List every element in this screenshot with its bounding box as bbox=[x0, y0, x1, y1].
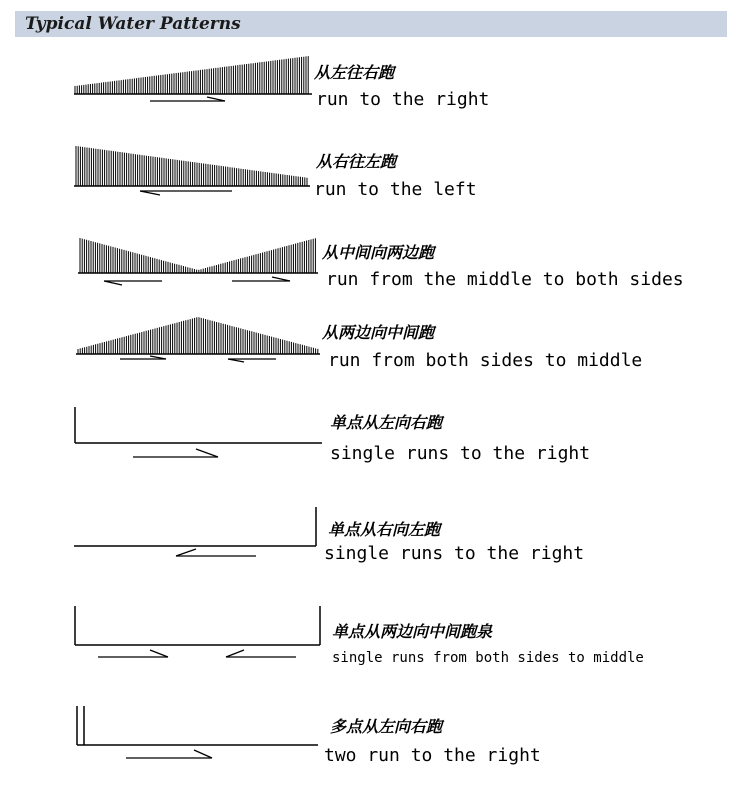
jet-bars-v-shape bbox=[80, 238, 315, 273]
pattern-single-sides-to-middle bbox=[75, 606, 644, 666]
pattern-label-cn: 单点从左向右跑 bbox=[330, 413, 443, 432]
arrow-left-icon bbox=[226, 650, 296, 657]
pattern-single-left bbox=[74, 507, 584, 564]
pattern-single-right bbox=[75, 407, 590, 464]
arrow-right-icon bbox=[150, 97, 225, 101]
jet-bars-rising bbox=[75, 56, 308, 94]
pattern-label-cn: 从左往右跑 bbox=[314, 63, 395, 82]
arrow-left-icon bbox=[228, 359, 276, 362]
pattern-label-cn: 单点从右向左跑 bbox=[328, 520, 441, 539]
pattern-label-en: single runs from both sides to middle bbox=[332, 650, 644, 666]
pattern-label-cn: 单点从两边向中间跑泉 bbox=[332, 622, 493, 641]
pattern-label-cn: 从两边向中间跑 bbox=[322, 323, 435, 342]
arrow-left-icon bbox=[104, 281, 162, 285]
page-title: Typical Water Patterns bbox=[25, 14, 241, 34]
pattern-label-en: single runs to the right bbox=[330, 443, 591, 464]
pattern-label-en: run to the left bbox=[314, 179, 477, 200]
pattern-middle-to-sides bbox=[78, 238, 684, 290]
pattern-run-left bbox=[74, 146, 477, 200]
pattern-label-en: run to the right bbox=[316, 89, 490, 110]
arrow-right-icon bbox=[126, 750, 212, 758]
arrow-left-icon bbox=[176, 549, 256, 556]
pattern-label-cn: 从右往左跑 bbox=[316, 152, 397, 171]
pattern-label-en: single runs to the right bbox=[324, 543, 585, 564]
jet-bars-peak bbox=[78, 317, 318, 354]
pattern-label-cn: 从中间向两边跑 bbox=[322, 243, 435, 262]
pattern-label-en: two run to the right bbox=[324, 745, 541, 766]
arrow-right-icon bbox=[232, 277, 290, 281]
arrow-left-icon bbox=[140, 191, 232, 195]
arrow-right-icon bbox=[133, 449, 218, 457]
arrow-right-icon bbox=[120, 356, 166, 359]
arrow-right-icon bbox=[98, 650, 168, 657]
pattern-label-en: run from both sides to middle bbox=[328, 350, 643, 371]
jet-bars-falling bbox=[76, 146, 307, 186]
pattern-label-cn: 多点从左向右跑 bbox=[330, 717, 443, 736]
pattern-sides-to-middle bbox=[76, 317, 642, 371]
pattern-run-right bbox=[74, 56, 489, 110]
pattern-label-en: run from the middle to both sides bbox=[326, 269, 684, 290]
pattern-two-right bbox=[77, 706, 541, 766]
